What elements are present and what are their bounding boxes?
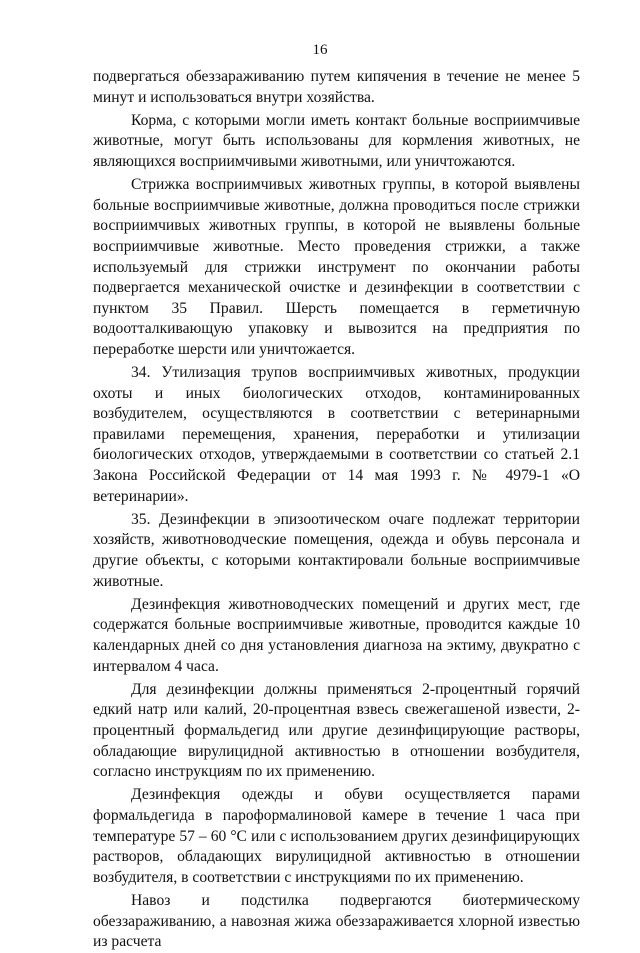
paragraph-clothing-disinfection: Дезинфекция одежды и обуви осуществляется парами формальдегида в пароформалиновой камере в течение 1 часа при температуре 57 – 60 °С или с использованием других дезинфицирующих растворов, обладающих вирулицидной активностью в отношении возбудителя, в соответствии с инструкциями по их применению. — [93, 786, 580, 886]
paragraph-premises-disinfection: Дезинфекция животноводческих помещений и других мест, где содержатся больные восприимчивые животные, проводится каждые 10 календарных дней со дня установления диагноза на эктиму, двукратно с интервалом 4 часа. — [93, 595, 580, 675]
page-number: 16 — [312, 42, 328, 58]
paragraph-item-35-disinfection: 35. Дезинфекции в эпизоотическом очаге подлежат территории хозяйств, животноводческие помещения, одежда и обувь персонала и другие объекты, с которыми контактировали больные восприимчивые животные. — [93, 510, 580, 590]
paragraph-shearing: Стрижка восприимчивых животных группы, в которой выявлены больные восприимчивые животные, должна проводиться после стрижки восприимчивых животных группы, в которой не выявлены больные восприимчивые животные. Место проведения стрижки, а также используемый для стрижки инструмент по окончании работы подвергается механической очистке и дезинфекции в соответствии с пунктом 35 Правил. Шерсть помещается в герметичную водоотталкивающую упаковку и вывозится на предприятия по переработке шерсти или уничтожается. — [93, 176, 580, 358]
paragraph-feed: Корма, с которыми могли иметь контакт больные восприимчивые животные, могут быть использованы для кормления животных, не являющихся восприимчивыми животными, или уничтожаются. — [93, 111, 580, 170]
paragraph-item-34-disposal: 34. Утилизация трупов восприимчивых животных, продукции охоты и иных биологических отходов, контаминированных возбудителем, осуществляются в соответствии с ветеринарными правилами перемещения, хранения, переработки и утилизации биологических отходов, утверждаемыми в соответствии со статьей 2.1 Закона Российской Федерации от 14 мая 1993 г. № 4979-1 «О ветеринарии». — [93, 364, 580, 505]
paragraph-disinfectants: Для дезинфекции должны применяться 2-процентный горячий едкий натр или калий, 20-процентная взвесь свежегашеной извести, 2-процентный формальдегид или другие дезинфицирующие растворы, обладающие вирулицидной активностью в отношении возбудителя, согласно инструкциям по их применению. — [93, 680, 580, 781]
paragraph-manure: Навоз и подстилка подвергаются биотермическому обеззараживанию, а навозная жижа обеззараживается хлорной известью из расчета — [93, 891, 580, 951]
paragraph-continuation: подвергаться обеззараживанию путем кипячения в течение не менее 5 минут и использоваться внутри хозяйства. — [93, 68, 580, 106]
document-body — [93, 67, 580, 953]
